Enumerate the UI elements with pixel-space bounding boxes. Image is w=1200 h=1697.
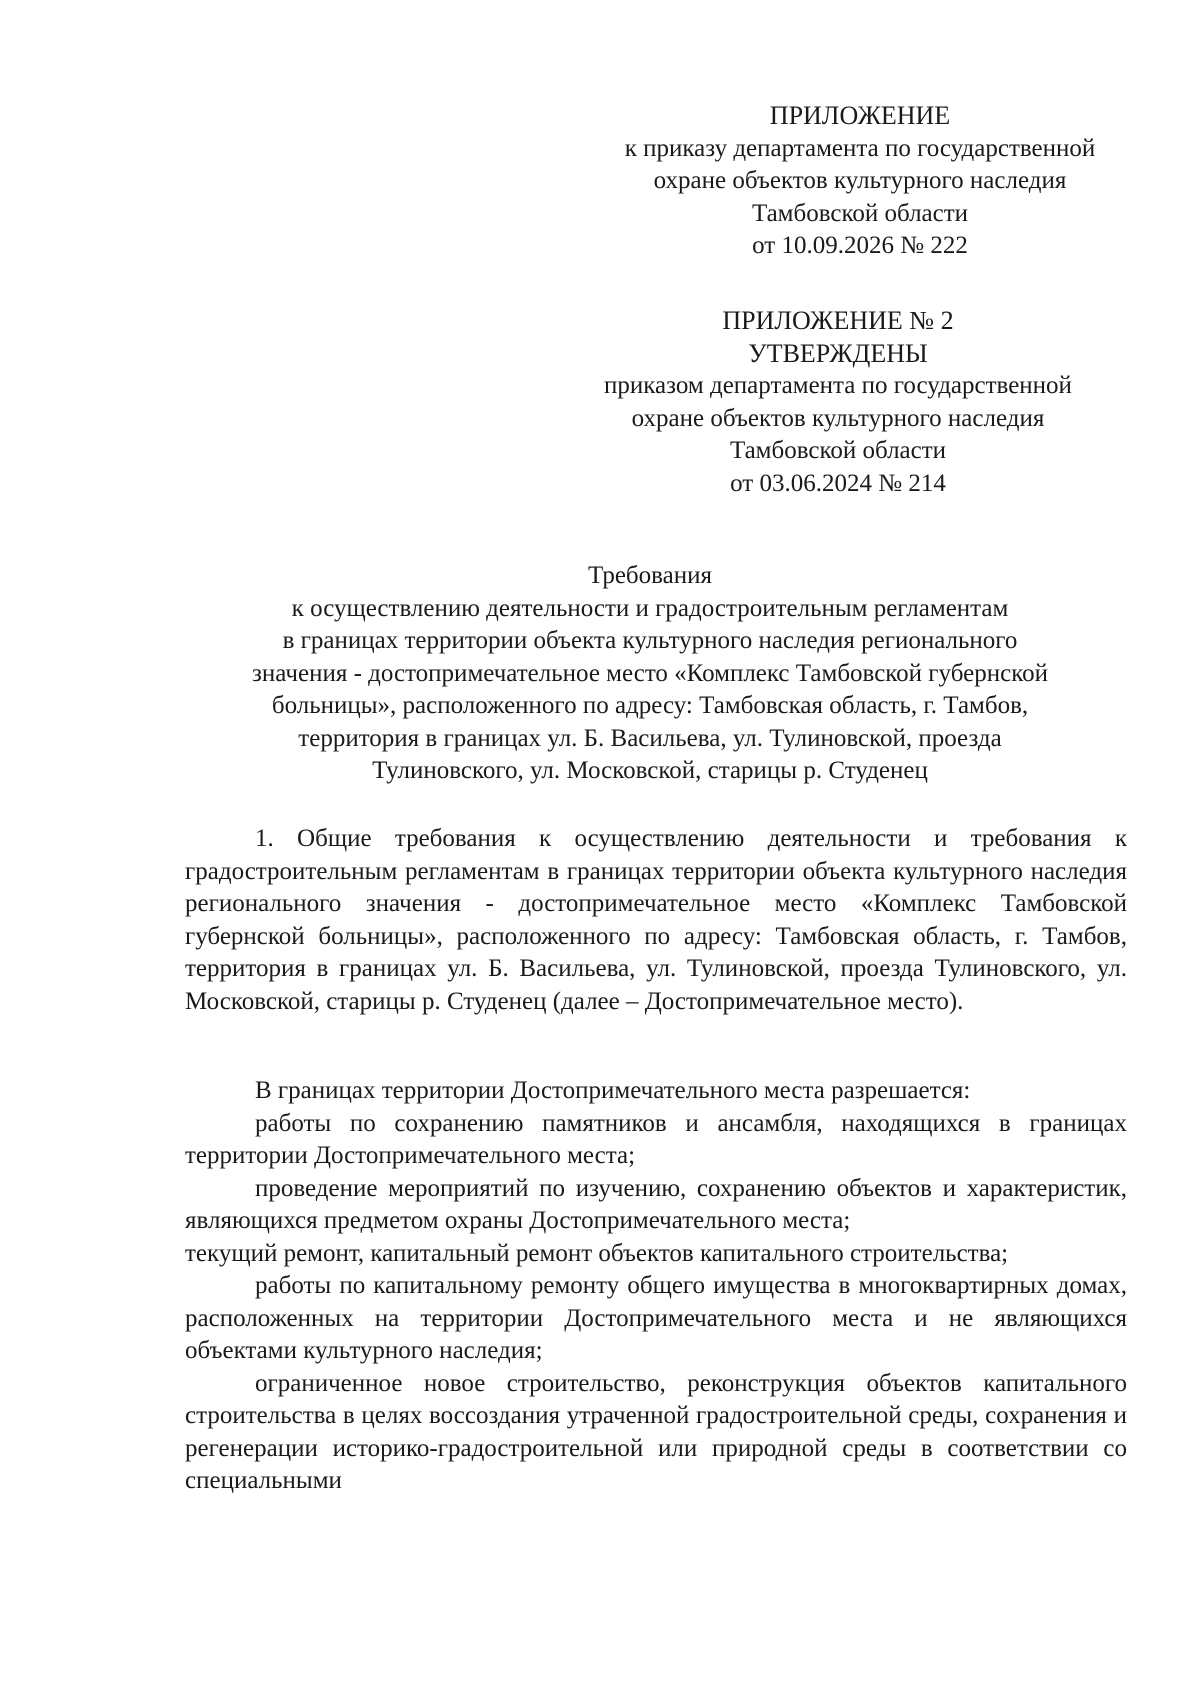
document-title	[190, 560, 1110, 788]
appendix-header	[590, 100, 1130, 263]
appendix-title: ПРИЛОЖЕНИЕ	[769, 101, 951, 130]
document-title-line: к осуществлению деятельности и градостроительным регламентам	[291, 594, 1009, 622]
approval-line: охране объектов культурного наследия	[631, 404, 1045, 432]
approval-order-date: от 03.06.2024 № 214	[730, 469, 946, 497]
permits-intro: В границах территории Достопримечательного места разрешается:	[255, 1077, 971, 1104]
permit-item: работы по сохранению памятников и ансамбля, находящихся в границах территории Достопримечательного места;	[185, 1109, 1127, 1169]
approval-header	[568, 305, 1108, 500]
appendix-line: охране объектов культурного наследия	[653, 167, 1067, 194]
permit-item: работы по капитальному ремонту общего имущества в многоквартирных домах, расположенных на территории Достопримечательного места и не являющихся объектами культурного наследия;	[185, 1272, 1127, 1364]
document-title-line: в границах территории объекта культурного наследия регионального	[282, 627, 1018, 654]
approval-approved: УТВЕРЖДЕНЫ	[748, 338, 928, 368]
document-heading: Требования	[588, 562, 712, 589]
permit-item: текущий ремонт, капитальный ремонт объектов капитального строительства;	[185, 1239, 1009, 1267]
approval-line: приказом департамента по государственной	[604, 372, 1072, 399]
section-1-paragraph: 1. Общие требования к осуществлению деятельности и требования к градостроительным регламентам в границах территории объекта культурного наследия регионального значения - достопримечательное место «Комплекс Тамбовской губернской больницы», расположенного по адресу: Тамбовская область, г. Тамбов, территория в границах ул. Б. Васильева, ул. Тулиновской, проезда Тулиновского, ул. Московской, старицы р. Студенец (далее – Достопримечательное место).	[185, 825, 1127, 1015]
appendix-order-date: от 10.09.2026 № 222	[752, 232, 968, 259]
section-1	[185, 823, 1127, 1018]
document-title-line: территория в границах ул. Б. Васильева, ул. Тулиновской, проезда	[298, 724, 1002, 752]
approval-title: ПРИЛОЖЕНИЕ № 2	[722, 306, 954, 335]
permit-item: ограниченное новое строительство, реконструкция объектов капитального строительства в целях воссоздания утраченной градостроительной среды, сохранения и регенерации историко-градостроительной или природной среды в соответствии со специальными	[185, 1369, 1127, 1494]
approval-line: Тамбовской области	[729, 437, 947, 464]
document-title-line: больницы», расположенного по адресу: Тамбовская область, г. Тамбов,	[271, 692, 1029, 719]
appendix-line: к приказу департамента по государственной	[624, 134, 1096, 162]
permits-section	[185, 1075, 1127, 1498]
document-title-line: значения - достопримечательное место «Комплекс Тамбовской губернской	[252, 659, 1048, 687]
appendix-line: Тамбовской области	[751, 199, 969, 227]
permit-item: проведение мероприятий по изучению, сохранению объектов и характеристик, являющихся предметом охраны Достопримечательного места;	[185, 1174, 1127, 1234]
document-title-line: Тулиновского, ул. Московской, старицы р. Студенец	[372, 757, 928, 784]
